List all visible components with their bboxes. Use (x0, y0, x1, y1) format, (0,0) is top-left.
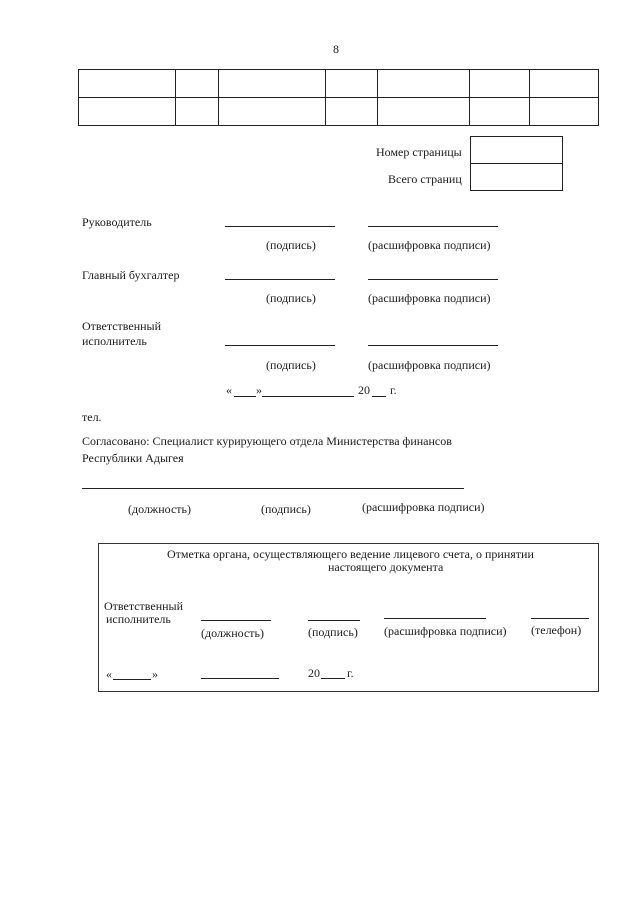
data-table (78, 69, 599, 126)
head-sign-caption: (подпись) (266, 238, 316, 252)
table-cell[interactable] (470, 98, 530, 126)
page-total-field[interactable] (470, 163, 563, 191)
executor-sign-caption: (подпись) (266, 358, 316, 372)
table-cell[interactable] (79, 98, 176, 126)
agreed-line-2: Республики Адыгея (82, 451, 184, 465)
agreed-sign-line[interactable] (82, 488, 464, 489)
agreed-position-caption: (должность) (128, 502, 191, 516)
agreed-line-1: Согласовано: Специалист курирующего отдела Министерства финансов (82, 434, 452, 448)
accountant-sign-line[interactable] (225, 279, 335, 280)
account-sign-line[interactable] (308, 620, 360, 621)
table-cell[interactable] (219, 98, 326, 126)
date-year-suffix: г. (390, 383, 397, 397)
accountant-decode-caption: (расшифровка подписи) (368, 291, 491, 305)
table-row (79, 98, 599, 126)
account-position-caption: (должность) (201, 626, 264, 640)
account-date-open-quote: « (106, 667, 112, 681)
agreed-decode-caption: (расшифровка подписи) (362, 500, 485, 514)
table-cell[interactable] (470, 70, 530, 98)
account-sign-caption: (подпись) (308, 625, 358, 639)
date-open-quote: « (226, 383, 232, 397)
table-cell[interactable] (219, 70, 326, 98)
account-date-month-line[interactable] (201, 678, 279, 679)
head-decode-line[interactable] (368, 226, 498, 227)
account-phone-line[interactable] (531, 618, 589, 619)
table-cell[interactable] (326, 70, 378, 98)
executor-sign-line[interactable] (225, 345, 335, 346)
account-phone-caption: (телефон) (531, 623, 582, 637)
head-role-label: Руководитель (82, 215, 152, 229)
account-box-title-2: настоящего документа (328, 560, 444, 574)
page-no-field[interactable] (470, 136, 563, 164)
head-decode-caption: (расшифровка подписи) (368, 238, 491, 252)
account-date-day-line[interactable] (113, 679, 151, 680)
table-cell[interactable] (176, 70, 219, 98)
table-cell[interactable] (79, 70, 176, 98)
account-date-year-prefix: 20 (308, 666, 320, 680)
page-total-label: Всего страниц (388, 172, 462, 186)
agreed-sign-caption: (подпись) (261, 502, 311, 516)
date-month-line[interactable] (262, 396, 354, 397)
account-date-year-suffix: г. (347, 666, 354, 680)
table-cell[interactable] (176, 98, 219, 126)
table-cell[interactable] (378, 98, 470, 126)
date-close-quote: » (256, 383, 262, 397)
table-cell[interactable] (530, 70, 599, 98)
account-date-year-line[interactable] (321, 678, 345, 679)
executor-decode-caption: (расшифровка подписи) (368, 358, 491, 372)
page-number: 8 (333, 42, 339, 56)
executor-role-label-2: исполнитель (82, 334, 147, 348)
account-position-line[interactable] (201, 620, 271, 621)
table-cell[interactable] (378, 70, 470, 98)
page-no-label: Номер страницы (376, 145, 462, 159)
head-sign-line[interactable] (225, 226, 335, 227)
date-year-line[interactable] (372, 396, 386, 397)
account-decode-caption: (расшифровка подписи) (384, 624, 507, 638)
date-year-prefix: 20 (358, 383, 370, 397)
table-row (79, 70, 599, 98)
date-day-line[interactable] (234, 396, 256, 397)
table-cell[interactable] (326, 98, 378, 126)
table-cell[interactable] (530, 98, 599, 126)
phone-label: тел. (82, 410, 102, 424)
account-decode-line[interactable] (384, 618, 486, 619)
account-box-title-1: Отметка органа, осуществляющего ведение лицевого счета, о принятии (167, 547, 534, 561)
executor-role-label: Ответственный (82, 319, 162, 333)
accountant-decode-line[interactable] (368, 279, 498, 280)
accountant-role-label: Главный бухгалтер (82, 268, 180, 282)
account-role-label-2: исполнитель (106, 612, 171, 626)
account-role-label: Ответственный (104, 599, 184, 613)
account-date-close-quote: » (152, 667, 158, 681)
executor-decode-line[interactable] (368, 345, 498, 346)
accountant-sign-caption: (подпись) (266, 291, 316, 305)
